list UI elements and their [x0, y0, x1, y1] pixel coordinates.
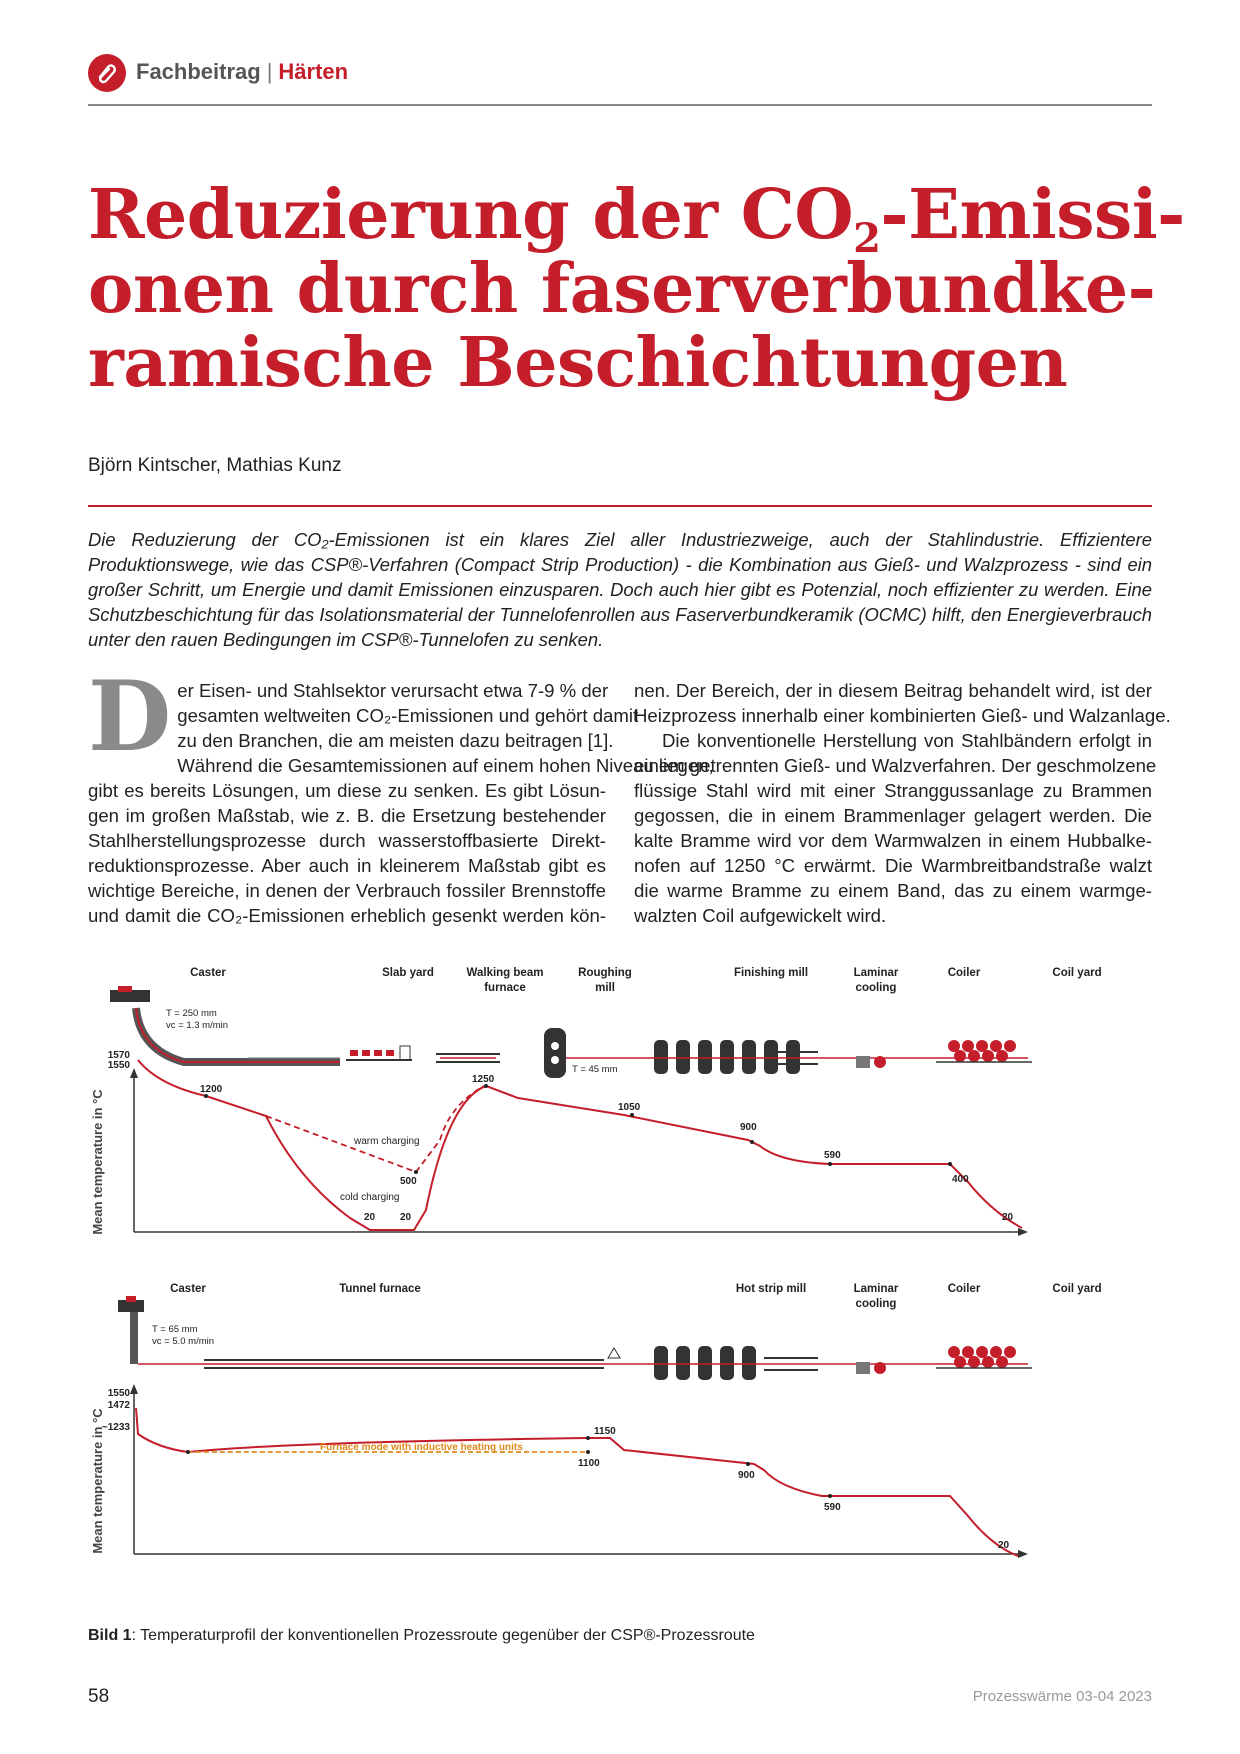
svg-text:500: 500: [400, 1176, 417, 1187]
series-warm-charging: [266, 1086, 484, 1172]
section-header: Fachbeitrag | Härten: [136, 59, 349, 84]
y-axis-label-2: Mean temperature in °C: [90, 1408, 105, 1554]
topic-label: Härten: [278, 59, 349, 84]
station-tunnel-furnace: Tunnel furnace: [339, 1283, 421, 1295]
station-hot-strip-mill: Hot strip mill: [735, 1283, 807, 1295]
svg-text:1570: 1570: [107, 1050, 130, 1061]
article-abstract: Die Reduzierung der CO₂-Emissionen ist ein klares Ziel aller Industriezweige, auch der Stahlindustrie. Effizientere Produktionswege, wie das CSP®-Verfahren (Compact Strip Production) - die Kombination aus Gieß- und Walzprozess - sind ein großer Schritt, um Energie und damit Emissionen einzusparen. Doch auch hier gibt es Potenzial, noch effizienter zu werden. Eine Schutzbeschichtung für das Isolationsmaterial der Tunnelofenrollen aus Faserverbundkeramik (OCMC) hilft, den Energieverbrauch unter den rauen Bedingungen im CSP®-Tunnelofen zu senken.: [88, 529, 1152, 650]
series-cold-charging: [138, 1060, 1022, 1230]
svg-text:900: 900: [738, 1470, 755, 1481]
svg-text:vc = 5.0 m/min: vc = 5.0 m/min: [152, 1336, 215, 1347]
station-walking-beam: Walking beam furnace: [466, 967, 544, 994]
authors-divider: [88, 505, 1152, 507]
svg-text:1050: 1050: [618, 1102, 641, 1113]
svg-text:20: 20: [998, 1540, 1010, 1551]
station-caster-2: Caster: [170, 1283, 206, 1295]
series-csp: [136, 1408, 1018, 1556]
svg-text:T = 45 mm: T = 45 mm: [572, 1064, 618, 1075]
station-finishing-mill: Finishing mill: [733, 967, 809, 979]
svg-text:20: 20: [364, 1212, 376, 1223]
svg-text:400: 400: [952, 1174, 969, 1185]
svg-text:1150: 1150: [594, 1426, 616, 1437]
station-slab-yard: Slab yard: [382, 967, 434, 979]
body-column-1: D er Eisen- und Stahlsektor verursacht etwa 7-9 % der gesamten weltweiten CO₂-Emissionen und gehört damit zu den Branchen, die am meisten dazu beitragen [1]. Während die Gesamtemissionen auf einem hohen Niveau liegen, gibt es bereits Lösungen, um diese zu senken. Es gibt Lösun- gen im großen Maßstab, wie z. B. die Ersetzung bestehender Stahlherstellungsprozesse durch wasserstoffbasierte Direkt- reduktionsprozesse. Aber auch in kleinerem Maßstab gibt es wichtige Bereiche, in denen der Verbrauch fossiler Brennstoffe und damit die CO₂-Emissionen erheblich gesenkt werden kön-: [88, 660, 714, 926]
chart-csp: [90, 1283, 1102, 1558]
svg-text:1200: 1200: [200, 1084, 223, 1095]
svg-text:590: 590: [824, 1502, 841, 1513]
svg-text:1550: 1550: [107, 1388, 130, 1399]
svg-text:T = 250 mm: T = 250 mm: [166, 1008, 217, 1019]
drop-cap: D: [88, 660, 172, 773]
chart-conventional: [90, 967, 1102, 1236]
station-caster: Caster: [190, 967, 226, 979]
section-label: Fachbeitrag: [136, 59, 261, 84]
svg-text:T = 65 mm: T = 65 mm: [152, 1324, 198, 1335]
station-walking-beam-1: Walking beam: [466, 967, 544, 979]
svg-text:1472: 1472: [107, 1400, 130, 1411]
svg-text:20: 20: [1002, 1212, 1014, 1223]
svg-text:~1233: ~1233: [101, 1422, 130, 1433]
station-roughing-mill: Roughing mill: [578, 967, 632, 994]
page-number: 58: [88, 1686, 110, 1707]
figure-1: [88, 950, 1152, 1625]
svg-text:1250: 1250: [472, 1074, 495, 1085]
station-coil-yard-2: Coil yard: [1052, 1283, 1102, 1295]
svg-text:20: 20: [400, 1212, 412, 1223]
article-title: Reduzierung der $CO_2-Emissi-$ onen durch faserverbundke- ramische Beschichtungen: [88, 175, 1185, 403]
process-graphics-1: [107, 986, 1032, 1078]
svg-text:1100: 1100: [578, 1458, 600, 1469]
article-authors: Björn Kintscher, Mathias Kunz: [88, 455, 342, 476]
svg-text:cold charging: cold charging: [340, 1192, 400, 1203]
station-coiler: Coiler: [947, 967, 981, 979]
station-laminar-cooling: Laminar cooling: [853, 967, 899, 994]
svg-text:vc = 1.3 m/min: vc = 1.3 m/min: [166, 1020, 229, 1031]
svg-text:Furnace mode with inductive he: Furnace mode with inductive heating units: [320, 1442, 523, 1453]
svg-text:1550: 1550: [107, 1060, 130, 1071]
body-column-2: nen. Der Bereich, der in diesem Beitrag behandelt wird, ist der Heizprozess innerhalb einer kombinierten Gieß- und Walzanlage. Die konventionelle Herstellung von Stahlbändern erfolgt in einem getrennten Gieß- und Walzverfahren. Der geschmolzene flüssige Stahl wird mit einer Stranggussanlage zu Brammen gegossen, die in einem Brammenlager gelagert werden. Die kalte Bramme wird vor dem Warmwalzen in einem Hubbalke- nofen auf 1250 °C erwärmt. Die Warmbreitbandstraße walzt die warme Bramme zu einem Band, das zu einem warmge- walzten Coil aufgewickelt wird.: [634, 680, 1171, 926]
station-laminar-cooling-2: Laminar cooling: [853, 1283, 899, 1310]
journal-name: Prozesswärme 03-04 2023: [972, 1688, 1152, 1705]
y-axis-label-1: Mean temperature in °C: [90, 1089, 105, 1235]
station-coil-yard: Coil yard: [1052, 967, 1102, 979]
figure-caption: Bild 1: Temperaturprofil der konventionellen Prozessroute gegenüber der CSP®-Prozessroute: [88, 1627, 755, 1644]
publication-logo-icon: [88, 54, 126, 92]
svg-text:900: 900: [740, 1122, 757, 1133]
header-divider: [88, 104, 1152, 106]
svg-text:590: 590: [824, 1150, 841, 1161]
station-coiler-2: Coiler: [947, 1283, 981, 1295]
svg-text:warm charging: warm charging: [354, 1136, 420, 1147]
